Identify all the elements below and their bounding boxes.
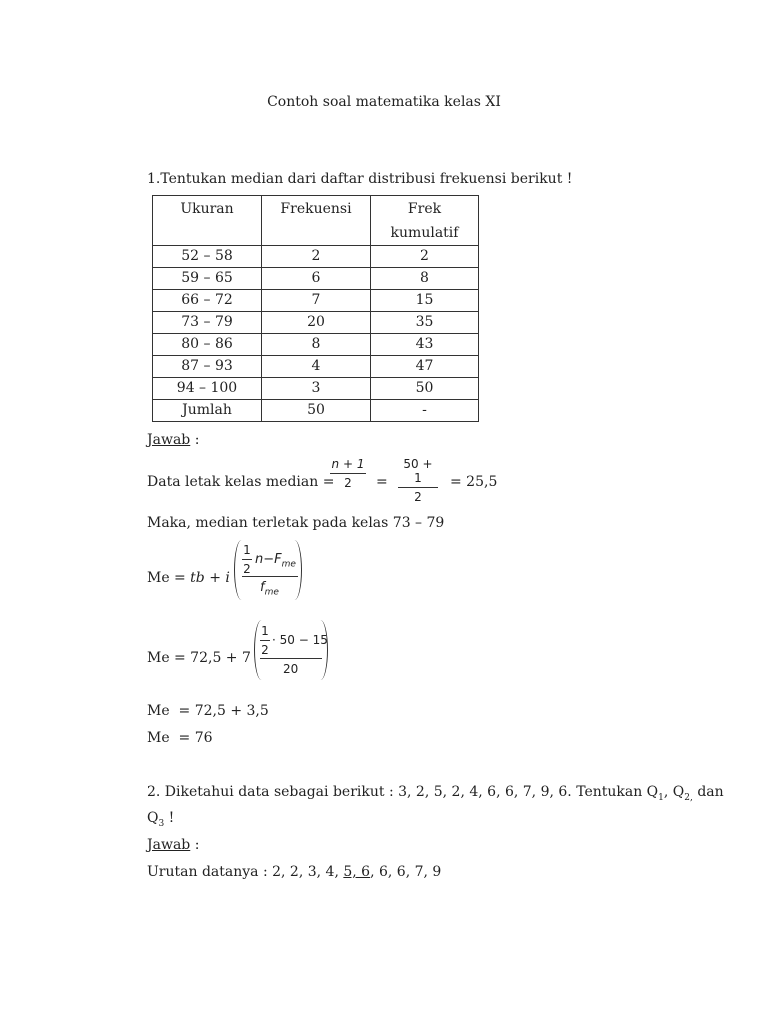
- header-frek: Frek: [407, 201, 442, 217]
- table-row: [153, 246, 479, 268]
- sorted-prefix: Urutan datanya : 2, 2, 3, 4,: [147, 864, 344, 880]
- cell-frekuensi: 4: [262, 356, 371, 378]
- formula-main-bar: [242, 576, 298, 577]
- table-row: [153, 290, 479, 312]
- cell-kumulatif: 8: [371, 268, 479, 290]
- answer-1-heading: [147, 432, 199, 448]
- header-ukuran: Ukuran: [153, 196, 262, 246]
- formula-tb-i: = tb + i: [174, 570, 230, 586]
- formula-f-subscript: me: [264, 587, 279, 598]
- formula-f: f: [260, 580, 265, 595]
- q2-tail: dan: [692, 784, 724, 800]
- cell-jumlah-frekuensi: 50: [262, 400, 371, 422]
- table-row: [153, 378, 479, 400]
- sorted-data-line: [147, 864, 441, 880]
- cell-frekuensi: 20: [262, 312, 371, 334]
- step-4: Me = 76: [147, 730, 213, 746]
- median-position-result: = 25,5: [450, 474, 498, 490]
- frequency-table: [152, 195, 479, 422]
- fraction-numerator: n + 1: [331, 457, 365, 471]
- question-2-prompt-line1: [147, 784, 724, 803]
- table-row: [153, 334, 479, 356]
- answer-2-heading: [147, 837, 199, 853]
- page-title: Contoh soal matematika kelas XI: [267, 94, 501, 110]
- table-row: [153, 268, 479, 290]
- q2-separator: , Q: [663, 784, 685, 800]
- formula-half-fraction: [242, 543, 252, 576]
- q2-subscript: 2,: [684, 792, 693, 803]
- step-3: Me = 72,5 + 3,5: [147, 703, 269, 719]
- substitution-lhs: Me: [147, 650, 170, 666]
- fraction-numerator: 1: [261, 624, 269, 638]
- cell-kumulatif: 35: [371, 312, 479, 334]
- formula-F-subscript: me: [281, 559, 296, 570]
- cell-kumulatif: 15: [371, 290, 479, 312]
- fraction-denominator: 2: [261, 643, 269, 657]
- formula-minus: −: [263, 552, 275, 567]
- sorted-median-pair: 5, 6: [343, 864, 371, 880]
- cell-ukuran: 73 – 79: [153, 312, 262, 334]
- cell-frekuensi: 6: [262, 268, 371, 290]
- cell-jumlah-kumulatif: -: [371, 400, 479, 422]
- jawab-colon: :: [190, 432, 200, 448]
- q3-letter: Q: [147, 810, 159, 826]
- cell-frekuensi: 8: [262, 334, 371, 356]
- substitution-main-bar: [260, 658, 322, 659]
- jawab-label: Jawab: [147, 432, 191, 448]
- q1-subscript: 1: [658, 792, 664, 803]
- cell-frekuensi: 7: [262, 290, 371, 312]
- cell-kumulatif: 47: [371, 356, 479, 378]
- median-class-statement: Maka, median terletak pada kelas 73 – 79: [147, 515, 445, 531]
- fraction-numerator: 50 + 1: [403, 457, 433, 485]
- table-header-row: [153, 196, 479, 246]
- cell-ukuran: 59 – 65: [153, 268, 262, 290]
- fraction-n-plus-1-over-2: [330, 457, 366, 490]
- jawab-label: Jawab: [147, 837, 191, 853]
- formula-denominator: [260, 580, 279, 598]
- median-position-label: Data letak kelas median =: [147, 474, 335, 490]
- fraction-50-plus-1-over-2: [398, 457, 438, 504]
- formula-n: n: [255, 552, 264, 567]
- fraction-denominator: 2: [414, 490, 422, 504]
- jawab-colon: :: [190, 837, 200, 853]
- cell-frekuensi: 3: [262, 378, 371, 400]
- q3-subscript: 3: [158, 818, 165, 829]
- cell-ukuran: 87 – 93: [153, 356, 262, 378]
- cell-kumulatif: 2: [371, 246, 479, 268]
- formula-numerator-rest: [255, 552, 296, 570]
- table-row: [153, 312, 479, 334]
- formula-lhs: Me: [147, 570, 170, 586]
- table-total-row: [153, 400, 479, 422]
- sorted-suffix: , 6, 6, 7, 9: [370, 864, 442, 880]
- cell-kumulatif: 43: [371, 334, 479, 356]
- cell-kumulatif: 50: [371, 378, 479, 400]
- substitution-numerator-rest: · 50 − 15: [272, 633, 328, 647]
- fraction-numerator: 1: [243, 543, 251, 557]
- cell-ukuran: 94 – 100: [153, 378, 262, 400]
- cell-ukuran: 80 – 86: [153, 334, 262, 356]
- header-kumulatif: kumulatif: [390, 225, 459, 241]
- equals-sign: =: [376, 474, 388, 490]
- table-row: [153, 356, 479, 378]
- cell-jumlah-label: Jumlah: [153, 400, 262, 422]
- question-1-prompt: 1.Tentukan median dari daftar distribusi frekuensi berikut !: [147, 171, 573, 187]
- cell-ukuran: 52 – 58: [153, 246, 262, 268]
- q2-prompt-text: 2. Diketahui data sebagai berikut : 3, 2, 5, 2, 4, 6, 6, 7, 9, 6. Tentukan Q: [147, 784, 659, 800]
- q2-prompt-end: !: [164, 810, 175, 826]
- cell-frekuensi: 2: [262, 246, 371, 268]
- fraction-denominator: 2: [344, 476, 352, 490]
- cell-ukuran: 66 – 72: [153, 290, 262, 312]
- question-2-prompt-line2: [147, 810, 174, 829]
- substitution-denominator: 20: [283, 662, 299, 676]
- substitution-tb-i: = 72,5 + 7: [174, 650, 251, 666]
- header-frekuensi: Frekuensi: [262, 196, 371, 246]
- substitution-half-fraction: [260, 624, 270, 657]
- fraction-denominator: 2: [243, 562, 251, 576]
- header-frek-kumulatif: [371, 196, 479, 246]
- formula-F: F: [274, 552, 282, 567]
